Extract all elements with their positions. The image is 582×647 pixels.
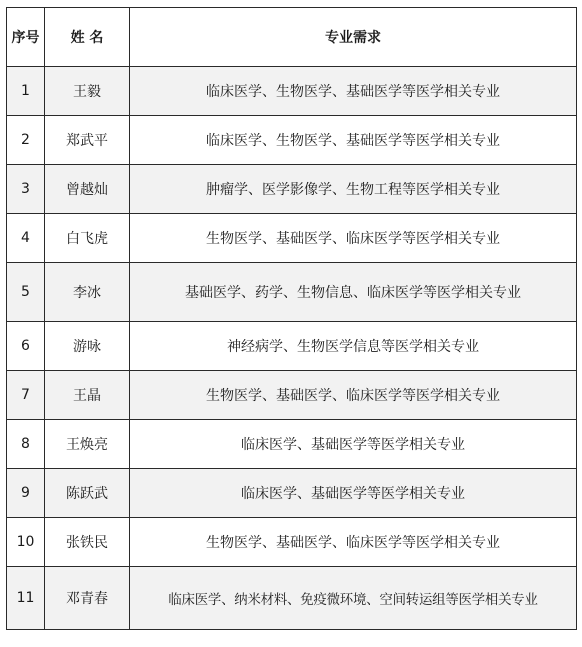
cell-major: 生物医学、基础医学、临床医学等医学相关专业 bbox=[130, 214, 577, 263]
table-row bbox=[7, 371, 577, 420]
cell-major: 临床医学、基础医学等医学相关专业 bbox=[130, 420, 577, 469]
cell-major: 临床医学、生物医学、基础医学等医学相关专业 bbox=[130, 116, 577, 165]
cell-name: 郑武平 bbox=[45, 116, 130, 165]
cell-no: 7 bbox=[7, 371, 45, 420]
table-row bbox=[7, 67, 577, 116]
table-row bbox=[7, 322, 577, 371]
table-row bbox=[7, 469, 577, 518]
header-no: 序号 bbox=[7, 8, 45, 67]
cell-name: 游咏 bbox=[45, 322, 130, 371]
cell-major: 基础医学、药学、生物信息、临床医学等医学相关专业 bbox=[130, 263, 577, 322]
cell-major: 临床医学、基础医学等医学相关专业 bbox=[130, 469, 577, 518]
cell-name: 曾越灿 bbox=[45, 165, 130, 214]
cell-no: 10 bbox=[7, 518, 45, 567]
cell-name: 邓青春 bbox=[45, 567, 130, 630]
cell-no: 1 bbox=[7, 67, 45, 116]
cell-no: 5 bbox=[7, 263, 45, 322]
table-row bbox=[7, 116, 577, 165]
cell-name: 王晶 bbox=[45, 371, 130, 420]
cell-name: 白飞虎 bbox=[45, 214, 130, 263]
table-row bbox=[7, 420, 577, 469]
table-row bbox=[7, 518, 577, 567]
cell-no: 2 bbox=[7, 116, 45, 165]
header-row bbox=[7, 8, 577, 67]
table-row bbox=[7, 263, 577, 322]
cell-name: 张铁民 bbox=[45, 518, 130, 567]
cell-major: 生物医学、基础医学、临床医学等医学相关专业 bbox=[130, 518, 577, 567]
cell-major: 肿瘤学、医学影像学、生物工程等医学相关专业 bbox=[130, 165, 577, 214]
talent-table bbox=[6, 7, 577, 630]
header-major: 专业需求 bbox=[130, 8, 577, 67]
cell-major: 临床医学、纳米材料、免疫微环境、空间转运组等医学相关专业 bbox=[130, 567, 577, 630]
cell-name: 李冰 bbox=[45, 263, 130, 322]
cell-no: 9 bbox=[7, 469, 45, 518]
table-row bbox=[7, 567, 577, 630]
cell-major: 临床医学、生物医学、基础医学等医学相关专业 bbox=[130, 67, 577, 116]
cell-name: 王毅 bbox=[45, 67, 130, 116]
header-name: 姓 名 bbox=[45, 8, 130, 67]
cell-major: 生物医学、基础医学、临床医学等医学相关专业 bbox=[130, 371, 577, 420]
cell-name: 王焕亮 bbox=[45, 420, 130, 469]
cell-no: 4 bbox=[7, 214, 45, 263]
table-row bbox=[7, 165, 577, 214]
cell-no: 6 bbox=[7, 322, 45, 371]
cell-no: 11 bbox=[7, 567, 45, 630]
cell-major: 神经病学、生物医学信息等医学相关专业 bbox=[130, 322, 577, 371]
cell-no: 8 bbox=[7, 420, 45, 469]
table-row bbox=[7, 214, 577, 263]
cell-name: 陈跃武 bbox=[45, 469, 130, 518]
cell-no: 3 bbox=[7, 165, 45, 214]
